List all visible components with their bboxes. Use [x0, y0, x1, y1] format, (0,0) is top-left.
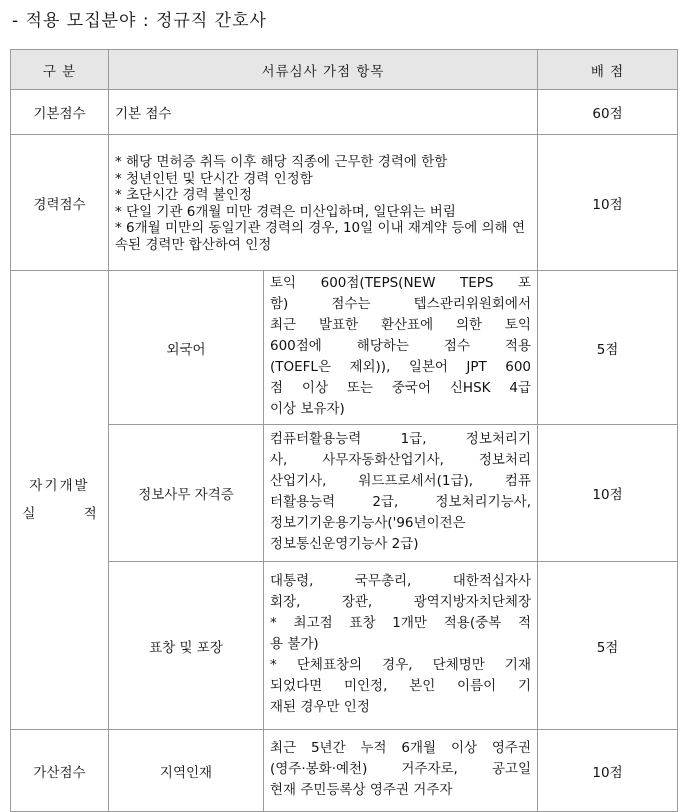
career-bullet: * 6개월 미만의 동일기관 경력의 경우, 10일 이내 재계약 등에 의해 연속된 경력만 합산하여 인정	[115, 220, 526, 253]
table-header-row	[11, 50, 678, 90]
career-bullet: * 해당 면허증 취득 이후 해당 직종에 근무한 경력에 한함	[115, 154, 448, 170]
score-it-certificate: 10점	[538, 425, 678, 562]
criteria-line: 토익 600점(TEPS(NEW TEPS 포	[270, 275, 532, 291]
header-items: 서류심사 가점 항목	[109, 50, 538, 90]
header-score: 배 점	[538, 50, 678, 90]
score-awards: 5점	[538, 562, 678, 730]
criteria-line: 600점에 해당하는 점수 적용	[270, 338, 532, 354]
table-row-it-certificate	[11, 425, 678, 562]
category-bonus: 가산점수	[11, 730, 109, 812]
subcategory-language: 외국어	[109, 271, 264, 425]
score-career: 10점	[538, 135, 678, 271]
criteria-line: 이상 보유자)	[270, 401, 345, 417]
career-criteria	[109, 135, 538, 271]
criteria-line: * 최고점 표창 1개만 적용(중복 적	[270, 615, 532, 631]
category-career: 경력점수	[11, 135, 109, 271]
criteria-line: 현재 주민등록상 영주권 거주자	[270, 782, 453, 798]
table-row-bonus	[11, 730, 678, 812]
career-bullet: * 단일 기관 6개월 미만 경력은 미산입하며, 일단위는 버림	[115, 203, 456, 220]
criteria-line: 정보기기운용기능사('96년이전은	[270, 515, 466, 531]
criteria-line: 터활용능력 2급, 정보처리기능사,	[270, 494, 532, 510]
category-self-development-line2: 실 적	[22, 506, 119, 522]
career-bullet: * 초단시간 경력 불인정	[115, 187, 252, 203]
criteria-line: 산업기사, 워드프로세서(1급), 컴퓨	[270, 473, 532, 489]
section-heading: - 적용 모집분야 : 정규직 간호사	[12, 11, 267, 31]
table-row-career	[11, 135, 678, 271]
awards-criteria	[264, 562, 538, 730]
item-basic: 기본 점수	[109, 90, 538, 135]
criteria-line: 최근 5년간 누적 6개월 이상 영주권	[270, 740, 532, 756]
criteria-line: * 단체표창의 경우, 단체명만 기재	[270, 657, 532, 673]
criteria-line: 재된 경우만 인정	[270, 699, 370, 715]
score-language: 5점	[538, 271, 678, 425]
subcategory-awards: 표창 및 포장	[109, 562, 264, 730]
header-category: 구 분	[11, 50, 109, 90]
local-talent-criteria	[264, 730, 538, 812]
score-basic: 60점	[538, 90, 678, 135]
criteria-line: 점 이상 또는 중국어 신HSK 4급	[270, 380, 532, 396]
criteria-line: (영주·봉화·예천) 거주자로, 공고일	[270, 761, 532, 777]
language-criteria	[264, 271, 538, 425]
criteria-line: 함) 점수는 텝스관리위원회에서	[270, 296, 532, 312]
category-self-development-line1: 자기개발	[29, 478, 90, 494]
subcategory-it-certificate: 정보사무 자격증	[109, 425, 264, 562]
criteria-line: 용 불가)	[270, 636, 319, 652]
score-bonus: 10점	[538, 730, 678, 812]
table-row-language	[11, 271, 678, 425]
criteria-line: 회장, 장관, 광역지방자치단체장	[270, 594, 532, 610]
criteria-line: 정보통신운영기능사 2급)	[270, 536, 419, 552]
scoring-table	[10, 49, 678, 812]
table-row-awards	[11, 562, 678, 730]
subcategory-local-talent: 지역인재	[109, 730, 264, 812]
it-certificate-criteria	[264, 425, 538, 562]
criteria-line: 최근 발표한 환산표에 의한 토익	[270, 317, 532, 333]
category-self-development	[11, 271, 119, 730]
criteria-line: 사, 사무자동화산업기사, 정보처리	[270, 452, 532, 468]
criteria-line: 대통령, 국무총리, 대한적십자사	[270, 573, 532, 589]
table-row-basic	[11, 90, 678, 135]
criteria-line: 되었다면 미인정, 본인 이름이 기	[270, 678, 532, 694]
career-bullet: * 청년인턴 및 단시간 경력 인정함	[115, 170, 313, 187]
criteria-line: (TOEFL은 제외)), 일본어 JPT 600	[270, 359, 532, 375]
criteria-line: 컴퓨터활용능력 1급, 정보처리기	[270, 431, 532, 447]
category-basic: 기본점수	[11, 90, 109, 135]
